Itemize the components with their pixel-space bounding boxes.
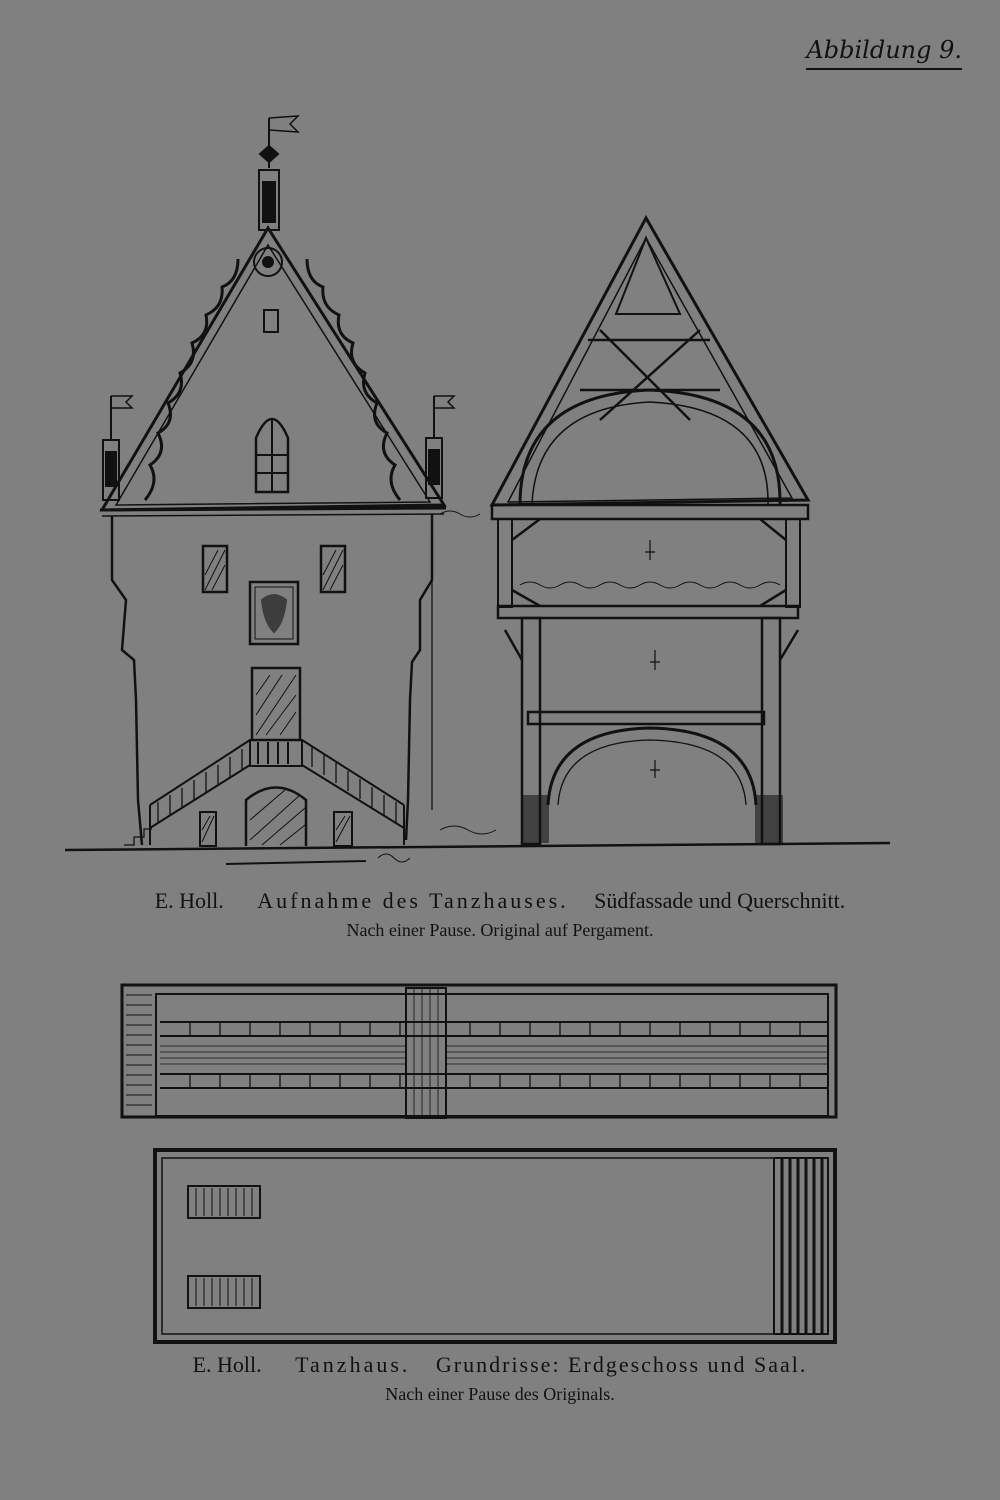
caption-top-note: Nach einer Pause. Original auf Pergament. [346, 920, 654, 940]
caption-bottom-title: Tanzhaus. [295, 1352, 411, 1377]
caption-bottom-subject: Grundrisse: Erdgeschoss und Saal. [435, 1352, 808, 1377]
south-facade-elevation [65, 116, 890, 864]
caption-bottom-author: E. Holl. [192, 1352, 262, 1377]
cross-section [492, 218, 808, 844]
caption-bottom [0, 1352, 1000, 1405]
figure-number: Abbildung 9. [806, 36, 962, 70]
ground-floor-plan [122, 985, 836, 1118]
caption-top-author: E. Holl. [154, 888, 224, 913]
caption-top [0, 888, 1000, 941]
caption-top-title: Aufnahme des Tanzhauses. [257, 888, 569, 913]
caption-bottom-note: Nach einer Pause des Originals. [385, 1384, 615, 1404]
caption-top-subject: Südfassade und Querschnitt. [594, 888, 846, 913]
hall-floor-plan [155, 1150, 835, 1342]
